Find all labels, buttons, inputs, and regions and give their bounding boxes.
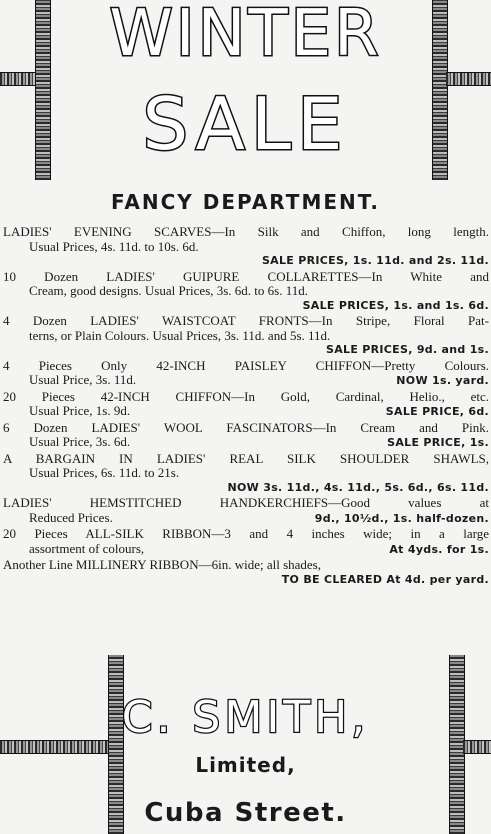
- item-description: Another Line MILLINERY RIBBON—6in. wide; all shades,: [3, 557, 321, 572]
- item-sale-price: TO BE CLEARED At 4d. per yard.: [281, 572, 489, 586]
- item-sale-price: SALE PRICE, 1s.: [387, 436, 489, 449]
- item-sale-price: At 4yds. for 1s.: [389, 542, 489, 556]
- item-description: LADIES' EVENING SCARVES—In Silk and Chiffon, long length.: [3, 224, 489, 239]
- item-sale-price: 9d., 10½d., 1s. half-dozen.: [314, 511, 489, 525]
- title-winter: WINTER: [109, 0, 382, 71]
- sale-item: [0, 270, 491, 315]
- sale-item: [0, 390, 491, 421]
- department-heading: FANCY DEPARTMENT.: [111, 190, 380, 214]
- item-description: 10 Dozen LADIES' GUIPURE COLLARETTES—In White and: [3, 268, 489, 284]
- item-description: 4 Pieces Only 42-INCH PAISLEY CHIFFON—Pretty Colours.: [3, 357, 489, 373]
- item-sale-price: SALE PRICES, 1s. 11d. and 2s. 11d.: [261, 254, 489, 267]
- item-sale-price: SALE PRICES, 9d. and 1s.: [325, 343, 489, 356]
- item-usual-price: Cream, good designs. Usual Prices, 3s. 6d. to 6s. 11d.: [29, 283, 308, 298]
- item-usual-price: terns, or Plain Colours. Usual Prices, 3s. 11d. and 5s. 11d.: [29, 327, 331, 343]
- item-description: LADIES' HEMSTITCHED HANDKERCHIEFS—Good values at: [3, 495, 489, 510]
- item-sale-price: SALE PRICES, 1s. and 1s. 6d.: [302, 298, 489, 312]
- company-name: C. SMITH,: [121, 692, 370, 743]
- sale-item: [0, 359, 491, 390]
- sale-items-list: [0, 225, 491, 588]
- item-description: 20 Pieces 42-INCH CHIFFON—In Gold, Cardinal, Helio., etc.: [3, 388, 489, 404]
- sale-item: [0, 452, 491, 497]
- item-usual-price: Usual Price, 3s. 11d.: [29, 372, 137, 387]
- sale-item: [0, 421, 491, 452]
- item-usual-price: Reduced Prices.: [29, 509, 113, 525]
- ornament-band-top-left: [0, 72, 35, 86]
- sale-item: [0, 225, 491, 270]
- item-description: 6 Dozen LADIES' WOOL FASCINATORS—In Cream and Pink.: [3, 419, 489, 435]
- title-sale: SALE: [142, 82, 349, 166]
- item-sale-price: NOW 3s. 11d., 4s. 11d., 5s. 6d., 6s. 11d.: [227, 480, 489, 494]
- item-description: A BARGAIN IN LADIES' REAL SILK SHOULDER SHAWLS,: [3, 450, 489, 466]
- item-usual-price: Usual Prices, 6s. 11d. to 21s.: [29, 465, 180, 480]
- sale-item: [0, 558, 491, 588]
- item-sale-price: SALE PRICE, 6d.: [385, 405, 489, 418]
- company-limited: Limited,: [195, 753, 296, 777]
- item-usual-price: assortment of colours,: [29, 540, 145, 556]
- ornament-band-top-right: [446, 72, 491, 86]
- item-usual-price: Usual Price, 1s. 9d.: [29, 403, 131, 418]
- sale-item: [0, 496, 491, 527]
- item-description: 4 Dozen LADIES' WAISTCOAT FRONTS—In Stripe, Floral Pat-: [3, 313, 489, 328]
- sale-item: [0, 314, 491, 359]
- sale-item: [0, 527, 491, 558]
- item-sale-price: NOW 1s. yard.: [396, 374, 489, 387]
- item-usual-price: Usual Price, 3s. 6d.: [29, 434, 131, 449]
- item-description: 20 Pieces ALL-SILK RIBBON—3 and 4 inches wide; in a large: [3, 526, 489, 541]
- company-address: Cuba Street.: [144, 798, 347, 828]
- item-usual-price: Usual Prices, 4s. 11d. to 10s. 6d.: [29, 238, 199, 254]
